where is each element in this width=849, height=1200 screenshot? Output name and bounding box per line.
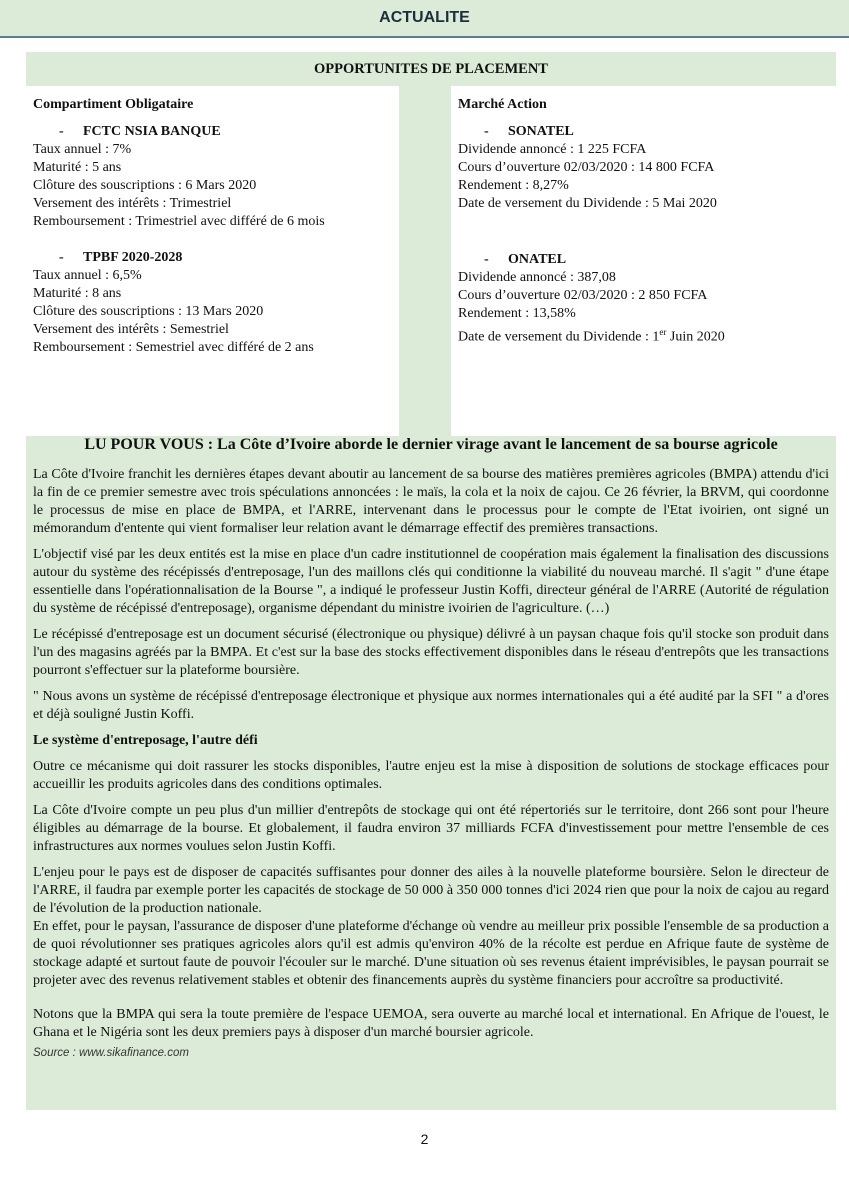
article-paragraph: La Côte d'Ivoire franchit les dernières étapes devant aboutir au lancement de sa bourse des matières premières agricoles (BMPA) attendu d'ici la fin de ce premier semestre avec trois spéculations annoncées : le maïs, la cola et la noix de cajou. Ce 26 février, la BRVM, qui coordonne le processus de mise en place de BMPA, et l'ARRE, intervenant dans le processus pour le compte de l'Etat ivoirien, ont signé un mémorandum d'entente qui vient formaliser leur relation avant le démarrage effectif des premières transactions. <box>33 467 829 536</box>
stock-item-title <box>484 251 830 269</box>
bond-interest: Versement des intérêts : Trimestriel <box>33 196 232 211</box>
stock-dividend: Dividende annoncé : 1 225 FCFA <box>458 142 647 157</box>
bond-item-title <box>59 249 393 267</box>
article-paragraph: En effet, pour le paysan, l'assurance de disposer d'une plateforme d'échange où vendre au meilleur prix possible l'ensemble de sa production a de quoi révolutionner ses pratiques agricoles alors qu'il est admis qu'environ 40% de la récolte est perdue en Afrique faute de système de stockage adapté et surtout faute de pouvoir l'écouler sur le marché. D'une situation où ses revenus étaient imprévisibles, le paysan pourrait se projeter avec des revenus relativement stables et obtenir des financements auprès du système financiers pour accroître sa productivité. <box>33 919 829 988</box>
payment-date-prefix: Date de versement du Dividende : 1 <box>458 329 660 345</box>
bond-section <box>33 96 393 357</box>
stock-section <box>458 96 830 347</box>
stock-item <box>458 251 830 347</box>
stock-opening-price: Cours d’ouverture 02/03/2020 : 14 800 FCFA <box>458 160 715 175</box>
bond-rate: Taux annuel : 6,5% <box>33 268 142 283</box>
bond-item-title <box>59 123 393 141</box>
stock-yield: Rendement : 13,58% <box>458 306 576 321</box>
article-subheading: Le système d'entreposage, l'autre défi <box>33 733 258 748</box>
bond-heading: Compartiment Obligataire <box>33 97 194 112</box>
section-header <box>0 0 849 38</box>
stock-payment-date <box>458 323 830 347</box>
stock-item <box>458 123 830 213</box>
article-body <box>33 466 829 1062</box>
bond-maturity: Maturité : 5 ans <box>33 160 122 175</box>
bullet-dash: - <box>59 250 64 265</box>
stock-yield: Rendement : 8,27% <box>458 178 569 193</box>
bond-repayment: Remboursement : Semestriel avec différé de 2 ans <box>33 340 314 355</box>
bond-name: TPBF 2020-2028 <box>83 250 183 265</box>
article-paragraph: L'objectif visé par les deux entités est la mise en place d'un cadre institutionnel de coopération mais également la finalisation des discussions autour du système des récépissés d'entreposage, l'un des maillons clés qui conditionne la viabilité du nouveau marché. Il s'agit " d'une étape essentielle dans l'opérationnalisation de la Bourse ", a indiqué le professeur Justin Koffi, directeur général de l'ARRE (Autorité de régulation du système de récépissé d'entreposage), organisme dépendant du ministre ivoirien de l'agriculture. (…) <box>33 547 829 616</box>
stock-payment-date: Date de versement du Dividende : 5 Mai 2020 <box>458 196 717 211</box>
page-number: 2 <box>420 1131 429 1147</box>
article-paragraph: La Côte d'Ivoire compte un peu plus d'un millier d'entrepôts de stockage qui ont été répertoriés sur le territoire, dont 266 sont pour l'heure éligibles au démarrage de la bourse. Et globalement, il faudra environ 37 milliards FCFA d'investissement pour mettre l'ensemble de ces infrastructures aux normes voulues selon Justin Koffi. <box>33 803 829 854</box>
bond-rate: Taux annuel : 7% <box>33 142 132 157</box>
article-paragraph: Le récépissé d'entreposage est un document sécurisé (électronique ou physique) délivré à un paysan chaque fois qu'il stocke son produit dans l'un des magasins agréés par la BMPA. Et c'est sur la base des stocks effectivement disponibles dans le réseau d'entrepôts que les transactions pourront s'effectuer sur la plateforme boursière. <box>33 627 829 678</box>
bond-maturity: Maturité : 8 ans <box>33 286 122 301</box>
bullet-dash: - <box>484 124 489 139</box>
bond-name: FCTC NSIA BANQUE <box>83 124 221 139</box>
section-title: ACTUALITE <box>379 9 470 26</box>
article-paragraph: Outre ce mécanisme qui doit rassurer les stocks disponibles, l'autre enjeu est la mise à disposition de solutions de stockage efficaces pour accueillir les produits agricoles dans des conditions optimales. <box>33 759 829 792</box>
bond-closing: Clôture des souscriptions : 6 Mars 2020 <box>33 178 257 193</box>
payment-date-suffix: Juin 2020 <box>666 329 725 345</box>
bullet-dash: - <box>59 124 64 139</box>
stock-name: SONATEL <box>508 124 574 139</box>
article-paragraph: L'enjeu pour le pays est de disposer de capacités suffisantes pour donner des ailes à la nouvelle plateforme boursière. Selon le directeur de l'ARRE, il faudra par exemple porter les capacités de stockage de 50 000 à 350 000 tonnes d'ici 2024 rien que pour la noix de cajou au regard de l'évolution de la production nationale. <box>33 865 829 916</box>
bond-repayment: Remboursement : Trimestriel avec différé de 6 mois <box>33 214 325 229</box>
bullet-dash: - <box>484 252 489 267</box>
stock-dividend: Dividende annoncé : 387,08 <box>458 270 616 285</box>
stock-heading: Marché Action <box>458 97 547 112</box>
opportunities-title: OPPORTUNITES DE PLACEMENT <box>314 60 548 77</box>
stock-item-title <box>484 123 830 141</box>
article-paragraph: " Nous avons un système de récépissé d'entreposage électronique et physique aux normes internationales qui a été audité par la SFI " a d'ores et déjà souligné Justin Koffi. <box>33 689 829 722</box>
stock-name: ONATEL <box>508 252 567 267</box>
article-title: LU POUR VOUS : La Côte d’Ivoire aborde le dernier virage avant le lancement de sa bourse agricole <box>84 436 778 453</box>
payment-date-sup: er <box>659 327 667 337</box>
stock-opening-price: Cours d’ouverture 02/03/2020 : 2 850 FCFA <box>458 288 708 303</box>
article-paragraph: Notons que la BMPA qui sera la toute première de l'espace UEMOA, sera ouverte au marché local et international. En Afrique de l'ouest, le Ghana et le Nigéria sont les deux premiers pays à disposer d'un marché boursier agricole. <box>33 1007 829 1040</box>
bond-item <box>33 249 393 357</box>
bond-item <box>33 123 393 231</box>
article-source: Source : www.sikafinance.com <box>33 1047 189 1059</box>
bond-closing: Clôture des souscriptions : 13 Mars 2020 <box>33 304 264 319</box>
bond-interest: Versement des intérêts : Semestriel <box>33 322 229 337</box>
